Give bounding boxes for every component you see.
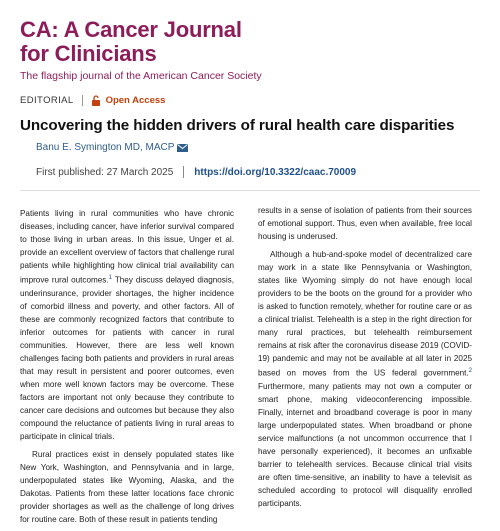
publication-divider (183, 166, 184, 178)
left-column (20, 207, 234, 531)
paragraph (258, 248, 472, 510)
journal-title[interactable] (20, 18, 242, 66)
citation-1[interactable]: 1 (108, 275, 112, 281)
journal-title-line-1: CA: A Cancer Journal (20, 17, 242, 42)
first-published: First published: 27 March 2025 (36, 166, 174, 178)
paragraph-text: Although a hub-and-spoke model of decentralized care may work in a state like Pennsylvania or Washington, states like Wyoming simply do not have enough local providers to be the boots on the ground for a provider who is asked to function remotely, whether for routine care or as a clinical trialist. Telehealth is a step in the right direction for many rural practices, but telehealth reimbursement remains at risk after the coronavirus disease 2019 (COVID-19) pandemic and may not be available at all later in 2025 based on moves from the US federal government. (258, 250, 472, 378)
lock-open-icon (91, 95, 101, 106)
paragraph-text: They discuss delayed diagnosis, underinsurance, provider shortages, the higher incidence of comorbid illness and poverty, and other factors. All of these are commonly recognized factors that contribute to inferior outcomes for patients with cancer in rural communities. However, there are less well known challenges facing both patients and providers in rural areas that may result in persistent and poorer outcomes, even when more well known factors may be overcome. These factors are important not only because they contribute to cancer care decisions and outcomes but because they also compound the reluctance of patients living in rural areas to participate in clinical trials. (20, 275, 234, 441)
header-rule (20, 190, 480, 191)
journal-subtitle: The flagship journal of the American Cancer Society (20, 70, 262, 82)
paragraph (20, 207, 234, 443)
paragraph (258, 204, 472, 243)
paragraph-text: Furthermore, many patients may not own a computer or smart phone, making videoconferencing impossible. Finally, internet and broadband coverage is poor in many large underpopulated states. When broadband or phone service malfunctions (a not uncommon occurrence that I have personally experienced), it becomes an unfixable barrier to telehealth services. Because clinical trial visits are often time-sensitive, an inability to have a televisit as scheduled according to protocol will disqualify enrolled participants. (258, 381, 472, 508)
citation-2[interactable]: 2 (468, 368, 472, 374)
paragraph-text: results in a sense of isolation of patients from their sources of emotional support. Thus, even when available, free local housing is underused. (258, 206, 472, 241)
author-row (36, 142, 188, 153)
right-column (258, 204, 472, 515)
author-link[interactable]: Banu E. Symington MD, MACP (36, 142, 175, 153)
doi-link[interactable]: https://doi.org/10.3322/caac.70009 (194, 166, 357, 178)
open-access-badge[interactable]: Open Access (105, 95, 166, 106)
publication-info (36, 166, 356, 178)
article-title: Uncovering the hidden drivers of rural health care disparities (20, 117, 455, 134)
article-labels (20, 95, 165, 106)
label-divider (82, 95, 83, 106)
journal-title-line-2: for Clinicians (20, 41, 157, 66)
paragraph-text: Patients living in rural communities who have chronic diseases, including cancer, have inferior survival compared to those living in urban areas. In this issue, Unger et al. provide an excellent overview of factors that challenge rural patients while highlighting how clinical trial availability can improve rural outcomes. (20, 209, 234, 285)
article-type: EDITORIAL (20, 95, 74, 106)
paragraph (20, 448, 234, 526)
paragraph-text: Rural practices exist in densely populated states like New York, Washington, and Pennsylvania and in large, underpopulated states like Wyoming, Alaska, and the Dakotas. Patients from these latter locations face chronic provider shortages as well as the challenge of long drives for routine care. Both of these result in patients tending (20, 449, 234, 524)
mail-icon[interactable] (177, 144, 188, 152)
